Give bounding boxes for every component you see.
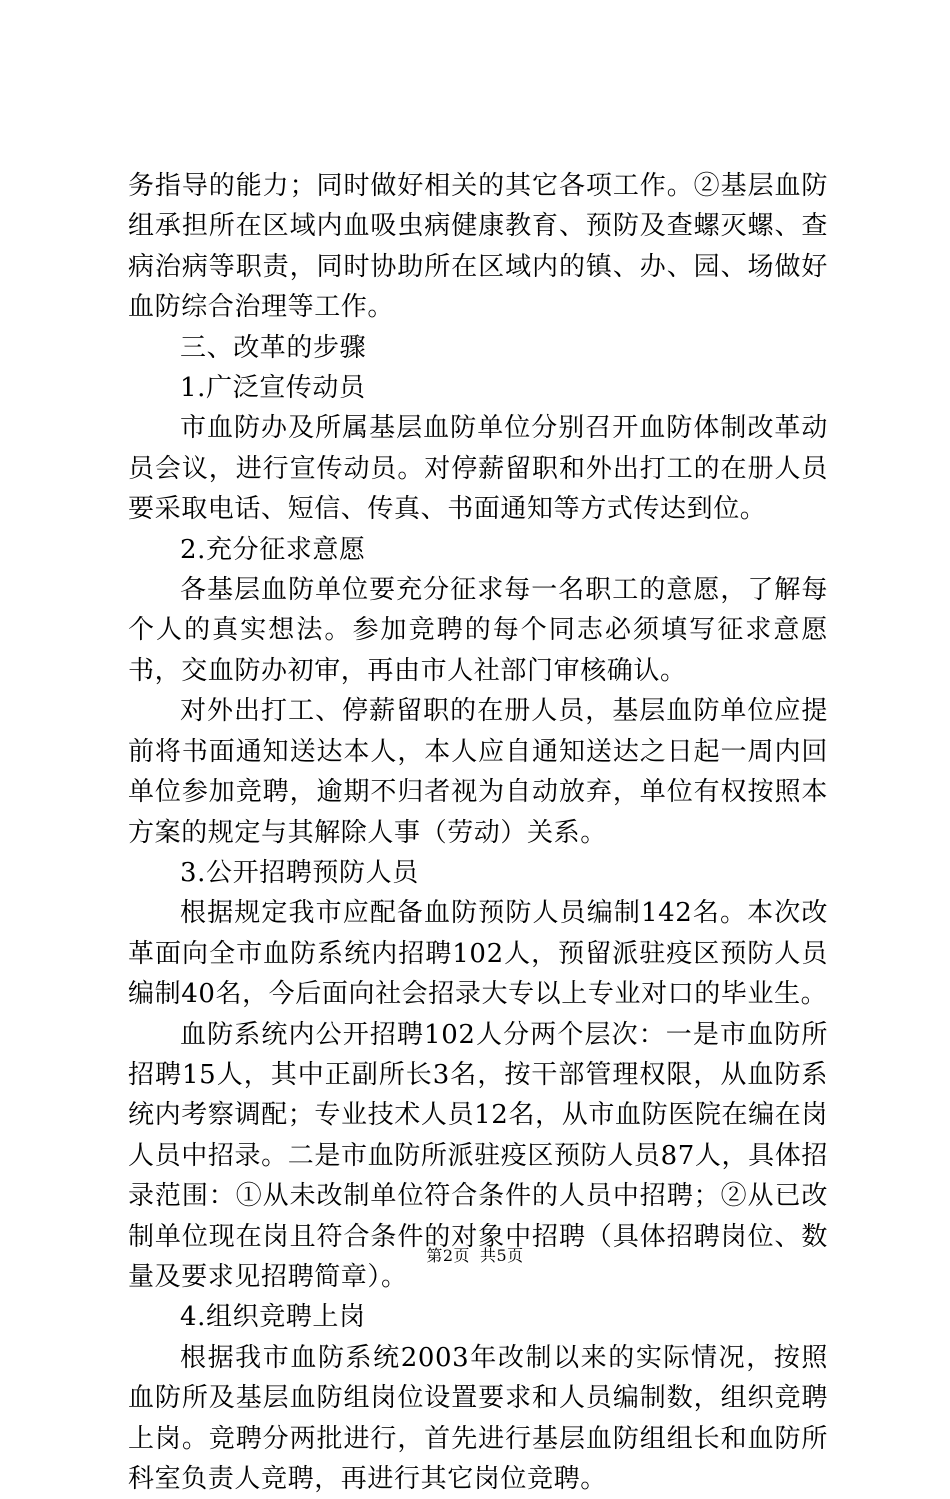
- page-number: 第2页: [426, 1246, 470, 1265]
- subheading-solicit-wishes: 2.充分征求意愿: [180, 534, 366, 565]
- paragraph-duty-description: 务指导的能力；同时做好相关的其它各项工作。②基层血防组承担所在区域内血吸虫病健康教育、预防及查螺灭螺、查病治病等职责，同时协助所在区域内的镇、办、园、场做好血防综合治理等工作。: [128, 171, 828, 323]
- subheading-publicity: 1.广泛宣传动员: [180, 373, 366, 404]
- subheading-competitive-posts: 4.组织竞聘上岗: [180, 1302, 366, 1333]
- paragraph-staffing-quota: 根据规定我市应配备血防预防人员编制142名。本次改革面向全市血防系统内招聘102人，预留派驻疫区预防人员编制40名，今后面向社会招录大专以上专业对口的毕业生。: [128, 898, 828, 1010]
- paragraph-solicit-wishes: 各基层血防单位要充分征求每一名职工的意愿，了解每个人的真实想法。参加竞聘的每个同志必须填写征求意愿书，交血防办初审，再由市人社部门审核确认。: [128, 575, 828, 686]
- paragraph-competitive-posts: 根据我市血防系统2003年改制以来的实际情况，按照血防所及基层血防组岗位设置要求和人员编制数，组织竞聘上岗。竞聘分两批进行，首先进行基层血防组组长和血防所科室负责人竞聘，再进行其它岗位竞聘。: [128, 1342, 828, 1494]
- document-body: [128, 166, 828, 1499]
- paragraph-absent-staff: 对外出打工、停薪留职的在册人员，基层血防单位应提前将书面通知送达本人，本人应自通知送达之日起一周内回单位参加竞聘，逾期不归者视为自动放弃，单位有权按照本方案的规定与其解除人事（劳动）关系。: [128, 696, 828, 848]
- page-total: 共5页: [480, 1246, 524, 1265]
- paragraph-publicity: 市血防办及所属基层血防单位分别召开血防体制改革动员会议，进行宣传动员。对停薪留职和外出打工的在册人员要采取电话、短信、传真、书面通知等方式传达到位。: [128, 413, 828, 525]
- paragraph-recruitment-levels: 血防系统内公开招聘102人分两个层次：一是市血防所招聘15人，其中正副所长3名，按干部管理权限，从血防系统内考察调配；专业技术人员12名，从市血防医院在编在岗人员中招录。二是市血防所派驻疫区预防人员87人，具体招录范围：①从未改制单位符合条件的人员中招聘；②从已改制单位现在岗且符合条件的对象中招聘（具体招聘岗位、数量及要求见招聘简章）。: [128, 1019, 828, 1292]
- subheading-open-recruitment: 3.公开招聘预防人员: [180, 857, 419, 888]
- section-heading-reform-steps: 三、改革的步骤: [180, 332, 367, 363]
- page-footer: [0, 1243, 950, 1266]
